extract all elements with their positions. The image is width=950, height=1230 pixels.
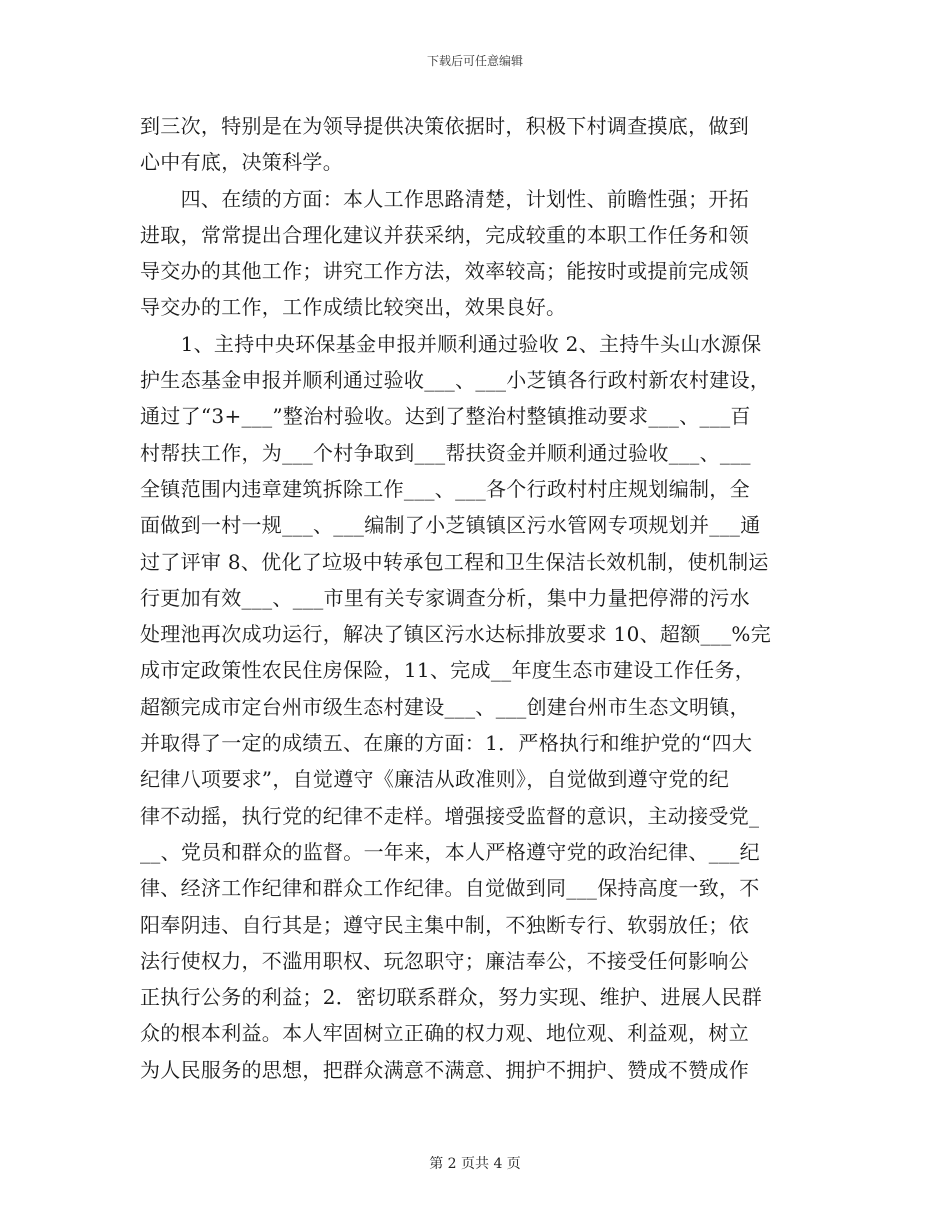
text-line: 处理池再次成功运行，解决了镇区污水达标排放要求 10、超额___%完 bbox=[140, 622, 772, 647]
text-line: 过了评审 8、优化了垃圾中转承包工程和卫生保洁长效机制，使机制运 bbox=[140, 549, 769, 574]
text-line: 正执行公务的利益；2．密切联系群众，努力实现、维护、进展人民群 bbox=[140, 985, 763, 1010]
text-line: 进取，常常提出合理化建议并获采纳，完成较重的本职工作任务和领 bbox=[140, 222, 749, 247]
text-line: 1、主持中央环保基金申报并顺利通过验收 2、主持牛头山水源保 bbox=[140, 331, 762, 356]
text-line: __、党员和群众的监督。一年来，本人严格遵守党的政治纪律、___纪 bbox=[140, 839, 760, 864]
page-header: 下载后可任意编辑 bbox=[426, 54, 523, 68]
text-line: 法行使权力，不滥用职权、玩忽职守；廉洁奉公，不接受任何影响公 bbox=[140, 948, 749, 973]
text-line: 导交办的其他工作；讲究工作方法，效率较高；能按时或提前完成领 bbox=[140, 259, 749, 284]
text-line: 为人民服务的思想，把群众满意不满意、拥护不拥护、赞成不赞成作 bbox=[140, 1057, 749, 1082]
text-line: 众的根本利益。本人牢固树立正确的权力观、地位观、利益观，树立 bbox=[140, 1021, 749, 1046]
page-footer: 第 2 页共 4 页 bbox=[429, 1156, 521, 1172]
text-line: 行更加有效___、___市里有关专家调查分析，集中力量把停滞的污水 bbox=[140, 585, 750, 610]
text-line: 律不动摇，执行党的纪律不走样。增强接受监督的意识，主动接受党_ bbox=[140, 803, 760, 828]
text-line: 心中有底，决策科学。 bbox=[140, 150, 343, 175]
text-line: 面做到一村一规___、___编制了小芝镇镇区污水管网专项规划并___通 bbox=[140, 513, 761, 538]
text-line: 阳奉阴违、自行其是；遵守民主集中制，不独断专行、软弱放任；依 bbox=[140, 912, 749, 937]
text-line: 超额完成市定台州市级生态村建设___、___创建台州市生态文明镇， bbox=[140, 694, 750, 719]
text-line: 并取得了一定的成绩五、在廉的方面：1．严格执行和维护党的“四大 bbox=[140, 731, 753, 756]
text-line: 全镇范围内违章建筑拆除工作___、___各个行政村村庄规划编制，全 bbox=[140, 476, 750, 501]
text-line: 纪律八项要求”，自觉遵守《廉洁从政准则》，自觉做到遵守党的纪 bbox=[140, 767, 730, 792]
text-line: 到三次，特别是在为领导提供决策依据时，积极下村调查摸底，做到 bbox=[140, 114, 749, 138]
text-line: 村帮扶工作，为___个村争取到___帮扶资金并顺利通过验收___、___ bbox=[140, 440, 751, 465]
text-line: 通过了“3+___”整治村验收。达到了整治村整镇推动要求___、___百 bbox=[140, 404, 751, 429]
text-line: 导交办的工作，工作成绩比较突出，效果良好。 bbox=[140, 295, 567, 320]
text-line: 律、经济工作纪律和群众工作纪律。自觉做到同___保持高度一致，不 bbox=[140, 876, 760, 901]
text-line: 成市定政策性农民住房保险，11、完成__年度生态市建设工作任务， bbox=[140, 658, 756, 683]
text-line: 四、在绩的方面：本人工作思路清楚，计划性、前瞻性强；开拓 bbox=[140, 186, 749, 211]
text-line: 护生态基金申报并顺利通过验收___、___小芝镇各行政村新农村建设， bbox=[140, 368, 771, 393]
document-body bbox=[140, 108, 810, 1088]
